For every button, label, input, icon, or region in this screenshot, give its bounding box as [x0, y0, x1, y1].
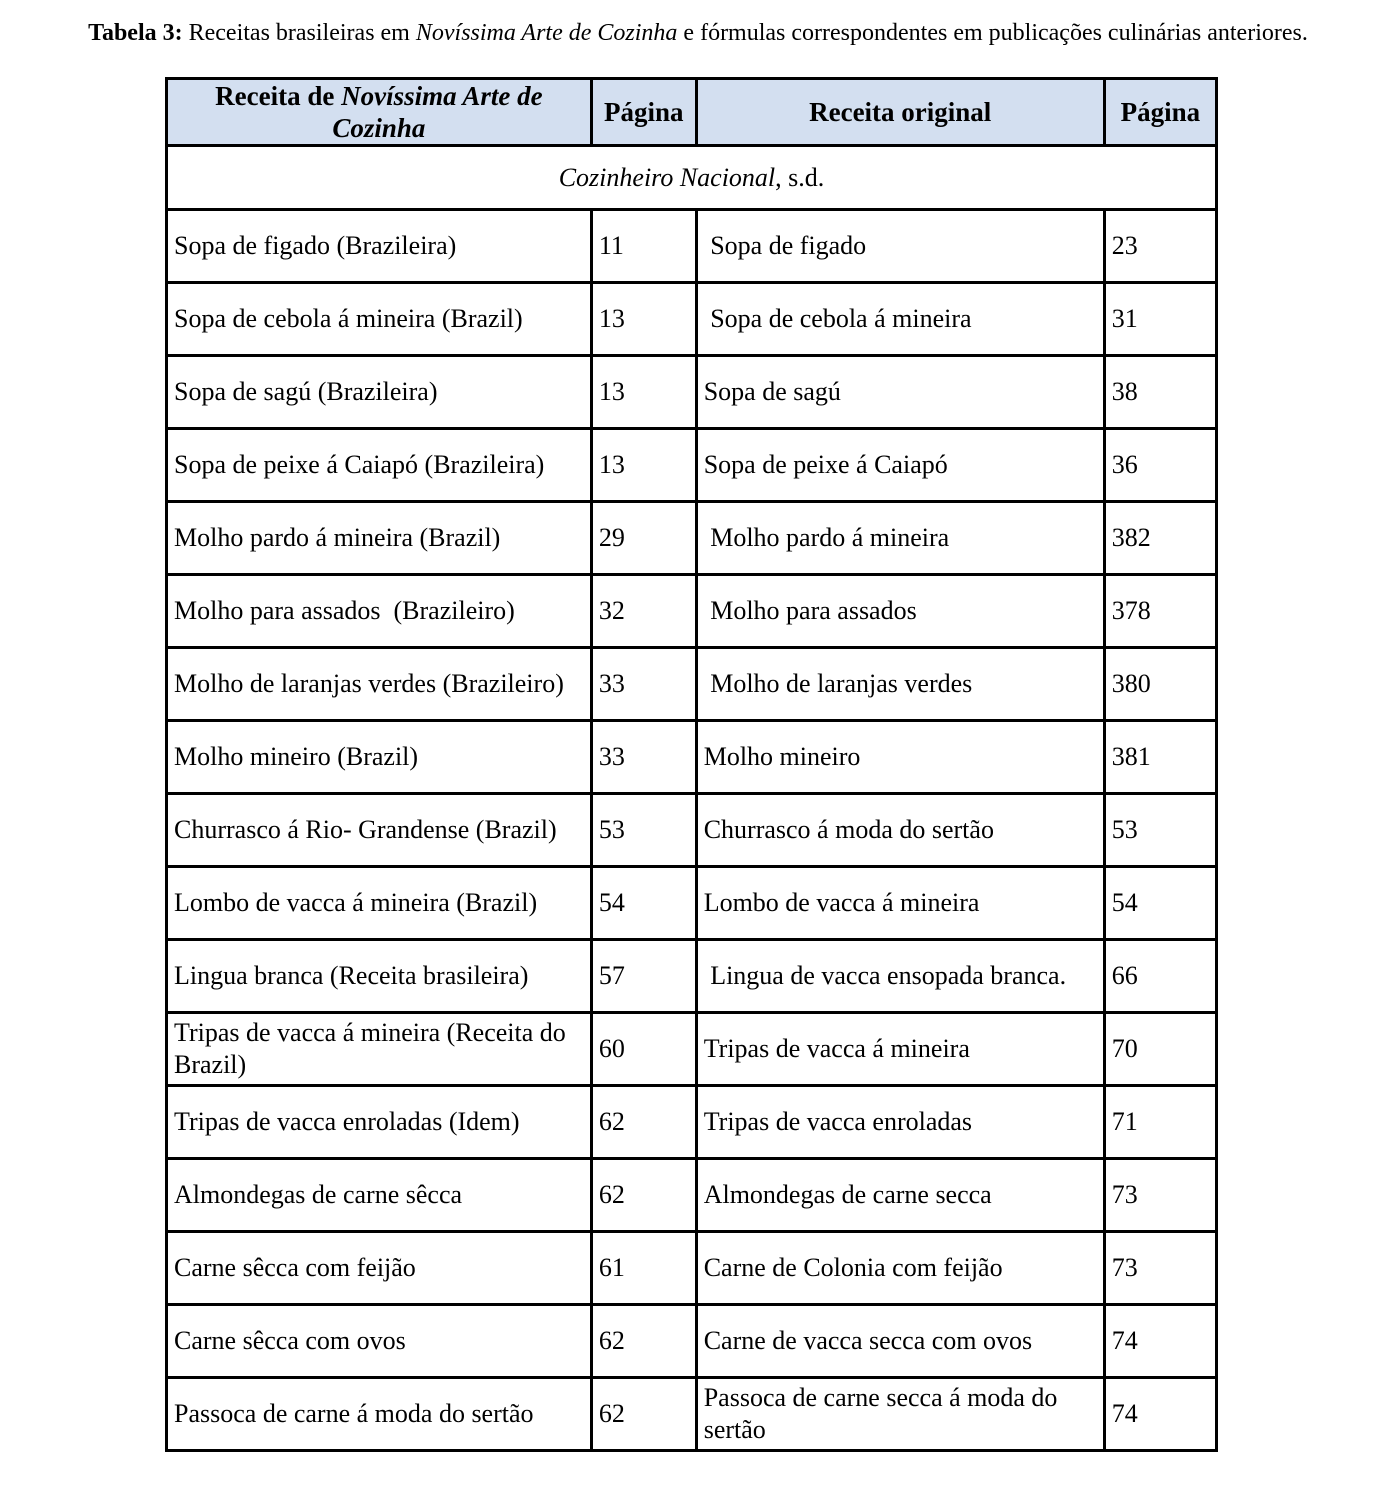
- page-cell: 13: [591, 356, 696, 429]
- page-cell: 62: [591, 1159, 696, 1232]
- original-recipe-cell: Lombo de vacca á mineira: [696, 867, 1104, 940]
- recipe-cell: Sopa de sagú (Brazileira): [167, 356, 592, 429]
- table-row: [167, 1086, 1217, 1159]
- original-recipe-cell: Molho mineiro: [696, 721, 1104, 794]
- recipe-cell: Carne sêcca com ovos: [167, 1305, 592, 1378]
- original-page-cell: 74: [1104, 1305, 1216, 1378]
- section-cozinheiro-nacional: Cozinheiro Nacional, s.d.: [167, 146, 1217, 210]
- original-recipe-cell: Molho pardo á mineira: [696, 502, 1104, 575]
- recipe-cell: Molho para assados (Brazileiro): [167, 575, 592, 648]
- table-row: [167, 794, 1217, 867]
- page-cell: 29: [591, 502, 696, 575]
- original-recipe-cell: Sopa de figado: [696, 210, 1104, 283]
- page-cell: 61: [591, 1232, 696, 1305]
- original-page-cell: 70: [1104, 1013, 1216, 1086]
- table-row: [167, 721, 1217, 794]
- table-row: [167, 940, 1217, 1013]
- recipe-cell: Almondegas de carne sêcca: [167, 1159, 592, 1232]
- page-cell: 62: [591, 1086, 696, 1159]
- original-recipe-cell: Sopa de cebola á mineira: [696, 283, 1104, 356]
- original-recipe-cell: Carne de vacca secca com ovos: [696, 1305, 1104, 1378]
- recipe-cell: Sopa de figado (Brazileira): [167, 210, 592, 283]
- recipe-cell: Lingua branca (Receita brasileira): [167, 940, 592, 1013]
- original-page-cell: 36: [1104, 429, 1216, 502]
- page-cell: 32: [591, 575, 696, 648]
- recipe-cell: Carne sêcca com feijão: [167, 1232, 592, 1305]
- original-recipe-cell: Lingua de vacca ensopada branca.: [696, 940, 1104, 1013]
- page-cell: 62: [591, 1305, 696, 1378]
- header-recipe-novissima: Receita de Novíssima Arte de Cozinha: [167, 79, 592, 146]
- original-recipe-cell: Tripas de vacca á mineira: [696, 1013, 1104, 1086]
- caption-label: Tabela 3:: [88, 20, 183, 46]
- caption-book-title: Novíssima Arte de Cozinha: [415, 20, 678, 46]
- caption-text-1: Receitas brasileiras em: [182, 20, 416, 46]
- original-recipe-cell: Churrasco á moda do sertão: [696, 794, 1104, 867]
- original-page-cell: 382: [1104, 502, 1216, 575]
- page-cell: 13: [591, 283, 696, 356]
- page-cell: 54: [591, 867, 696, 940]
- caption-text-2: e fórmulas correspondentes em publicações culinárias anteriores.: [677, 20, 1308, 46]
- section-row: [167, 146, 1217, 210]
- table-row: [167, 1305, 1217, 1378]
- page-cell: 62: [591, 1378, 696, 1451]
- original-recipe-cell: Tripas de vacca enroladas: [696, 1086, 1104, 1159]
- original-page-cell: 53: [1104, 794, 1216, 867]
- recipe-cell: Sopa de peixe á Caiapó (Brazileira): [167, 429, 592, 502]
- page-cell: 33: [591, 721, 696, 794]
- original-recipe-cell: Molho para assados: [696, 575, 1104, 648]
- header-row: [167, 79, 1217, 146]
- table-row: [167, 648, 1217, 721]
- page-cell: 60: [591, 1013, 696, 1086]
- original-page-cell: 23: [1104, 210, 1216, 283]
- table-row: [167, 1013, 1217, 1086]
- recipe-cell: Molho pardo á mineira (Brazil): [167, 502, 592, 575]
- table-row: [167, 283, 1217, 356]
- recipe-cell: Lombo de vacca á mineira (Brazil): [167, 867, 592, 940]
- header-page-2: Página: [1104, 79, 1216, 146]
- original-page-cell: 31: [1104, 283, 1216, 356]
- original-page-cell: 380: [1104, 648, 1216, 721]
- recipe-cell: Tripas de vacca á mineira (Receita do Brazil): [167, 1013, 592, 1086]
- original-page-cell: 54: [1104, 867, 1216, 940]
- table-caption: [0, 18, 1396, 48]
- recipe-cell: Sopa de cebola á mineira (Brazil): [167, 283, 592, 356]
- original-recipe-cell: Sopa de sagú: [696, 356, 1104, 429]
- page-cell: 33: [591, 648, 696, 721]
- original-page-cell: 73: [1104, 1232, 1216, 1305]
- recipe-cell: Churrasco á Rio- Grandense (Brazil): [167, 794, 592, 867]
- table-row: [167, 1159, 1217, 1232]
- table-row: [167, 867, 1217, 940]
- recipe-cell: Molho de laranjas verdes (Brazileiro): [167, 648, 592, 721]
- original-recipe-cell: Sopa de peixe á Caiapó: [696, 429, 1104, 502]
- page-cell: 57: [591, 940, 696, 1013]
- original-recipe-cell: Molho de laranjas verdes: [696, 648, 1104, 721]
- original-page-cell: 66: [1104, 940, 1216, 1013]
- original-page-cell: 381: [1104, 721, 1216, 794]
- original-recipe-cell: Carne de Colonia com feijão: [696, 1232, 1104, 1305]
- original-page-cell: 378: [1104, 575, 1216, 648]
- original-page-cell: 74: [1104, 1378, 1216, 1451]
- recipe-cell: Passoca de carne á moda do sertão: [167, 1378, 592, 1451]
- original-page-cell: 73: [1104, 1159, 1216, 1232]
- table-row: [167, 1232, 1217, 1305]
- table-row: [167, 210, 1217, 283]
- page-cell: 11: [591, 210, 696, 283]
- recipe-cell: Molho mineiro (Brazil): [167, 721, 592, 794]
- original-page-cell: 38: [1104, 356, 1216, 429]
- table-row: [167, 429, 1217, 502]
- page-cell: 13: [591, 429, 696, 502]
- page-cell: 53: [591, 794, 696, 867]
- header-page-1: Página: [591, 79, 696, 146]
- table-row: [167, 356, 1217, 429]
- recipes-table: [165, 77, 1218, 1452]
- table-row: [167, 1378, 1217, 1451]
- original-recipe-cell: Passoca de carne secca á moda do sertão: [696, 1378, 1104, 1451]
- original-recipe-cell: Almondegas de carne secca: [696, 1159, 1104, 1232]
- table-row: [167, 575, 1217, 648]
- recipe-cell: Tripas de vacca enroladas (Idem): [167, 1086, 592, 1159]
- header-original-recipe: Receita original: [696, 79, 1104, 146]
- original-page-cell: 71: [1104, 1086, 1216, 1159]
- table-row: [167, 502, 1217, 575]
